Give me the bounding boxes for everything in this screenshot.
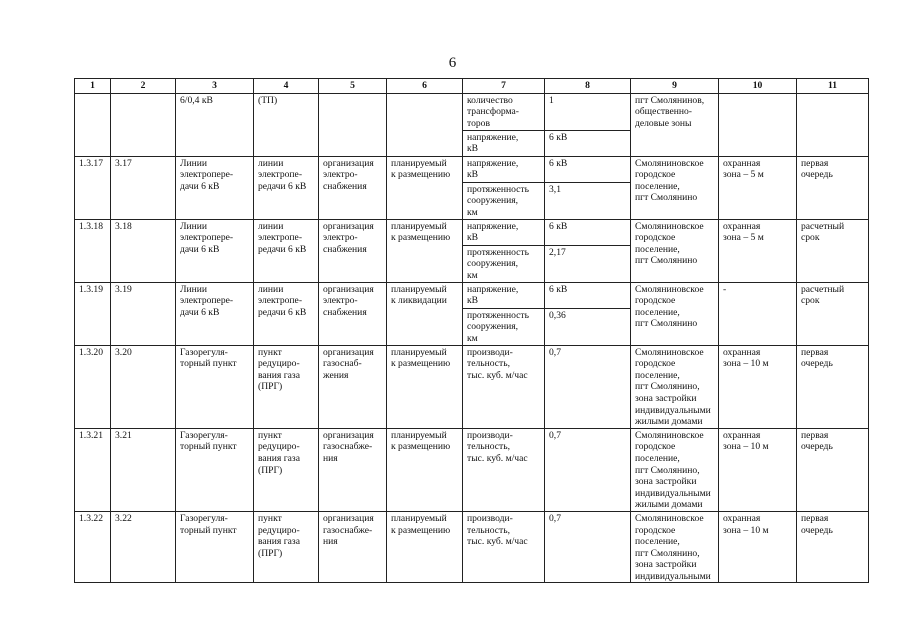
cell-status bbox=[387, 282, 463, 345]
cell-param-value: 1 bbox=[545, 93, 631, 130]
cell-location bbox=[631, 282, 719, 345]
cell-line: дачи 6 кВ bbox=[180, 243, 220, 255]
cell-line: городское bbox=[635, 524, 676, 536]
cell-line: электропе- bbox=[258, 232, 303, 244]
cell-line: жилыми домами bbox=[635, 416, 703, 428]
cell-status bbox=[387, 93, 463, 156]
cell-line: зона застройки bbox=[635, 392, 697, 404]
cell-line: редуциро- bbox=[258, 524, 300, 536]
cell-line: поселение, bbox=[635, 452, 680, 464]
cell-line: городское bbox=[635, 295, 676, 307]
header-cell: 8 bbox=[545, 79, 631, 94]
cell-line: снабжения bbox=[323, 180, 367, 192]
cell-line: к размещению bbox=[391, 232, 451, 244]
header-cell: 10 bbox=[719, 79, 797, 94]
cell-line: редуциро- bbox=[258, 441, 300, 453]
cell-object bbox=[176, 219, 254, 282]
cell-stage bbox=[797, 345, 869, 428]
cell-line: деловые зоны bbox=[635, 117, 692, 129]
cell-line: тельность, bbox=[467, 524, 511, 536]
header-cell: 7 bbox=[463, 79, 545, 94]
table-row-continuation bbox=[75, 93, 869, 130]
cell-line: зона – 10 м bbox=[723, 358, 769, 370]
cell-location bbox=[631, 511, 719, 583]
cell-zone bbox=[719, 511, 797, 583]
cell-number: 1.3.18 bbox=[75, 219, 111, 282]
cell-purpose bbox=[319, 282, 387, 345]
cell-line: городское bbox=[635, 169, 676, 181]
cell-param-value: 0,7 bbox=[545, 511, 631, 583]
cell-line: снабжения bbox=[323, 243, 367, 255]
cell-line: дачи 6 кВ bbox=[180, 306, 220, 318]
cell-type bbox=[254, 511, 319, 583]
cell-line: городское bbox=[635, 441, 676, 453]
cell-line: (ТП) bbox=[258, 94, 278, 106]
cell-line: тыс. куб. м/час bbox=[467, 369, 528, 381]
cell-line: ния bbox=[323, 452, 338, 464]
cell-line: - bbox=[723, 283, 727, 295]
cell-line: Смоляниновское bbox=[635, 512, 704, 524]
cell-line: городское bbox=[635, 232, 676, 244]
cell-param-value: 0,7 bbox=[545, 428, 631, 511]
cell-line: расчетный bbox=[801, 220, 845, 232]
cell-line: Смоляниновское bbox=[635, 429, 704, 441]
cell-type bbox=[254, 345, 319, 428]
cell-line: планируемый bbox=[391, 429, 447, 441]
cell-line: тельность, bbox=[467, 358, 511, 370]
cell-line: очередь bbox=[801, 524, 833, 536]
cell-line: поселение, bbox=[635, 536, 680, 548]
cell-line: охранная bbox=[723, 346, 761, 358]
cell-param-value: 6 кВ bbox=[545, 156, 631, 182]
cell-param-value: 6 кВ bbox=[545, 130, 631, 156]
table-row bbox=[75, 219, 869, 245]
cell-line: организация bbox=[323, 283, 374, 295]
cell-number: 1.3.19 bbox=[75, 282, 111, 345]
cell-line: пгт Смолянино bbox=[635, 192, 698, 204]
cell-line: тельность, bbox=[467, 441, 511, 453]
cell-line: планируемый bbox=[391, 220, 447, 232]
cell-line: кВ bbox=[467, 143, 479, 155]
cell-line: зона – 5 м bbox=[723, 232, 764, 244]
cell-status bbox=[387, 428, 463, 511]
cell-location bbox=[631, 345, 719, 428]
cell-line: протяженность bbox=[467, 183, 529, 195]
cell-line: электро- bbox=[323, 169, 358, 181]
cell-line: газоснаб- bbox=[323, 358, 362, 370]
cell-line: км bbox=[467, 332, 478, 344]
cell-number: 1.3.17 bbox=[75, 156, 111, 219]
cell-line: производи- bbox=[467, 429, 513, 441]
cell-line: зона – 5 м bbox=[723, 169, 764, 181]
cell-line: планируемый bbox=[391, 157, 447, 169]
cell-line: пгт Смолянино bbox=[635, 318, 698, 330]
cell-line: жилыми домами bbox=[635, 499, 703, 511]
cell-line: охранная bbox=[723, 429, 761, 441]
cell-param-value: 2,17 bbox=[545, 245, 631, 282]
table-row bbox=[75, 428, 869, 511]
cell-line: торный пункт bbox=[180, 358, 237, 370]
header-cell: 3 bbox=[176, 79, 254, 94]
cell-line: организация bbox=[323, 429, 374, 441]
cell-line: 6/0,4 кВ bbox=[180, 94, 213, 106]
cell-number: 1.3.22 bbox=[75, 511, 111, 583]
cell-line: дачи 6 кВ bbox=[180, 180, 220, 192]
cell-line: ния bbox=[323, 536, 338, 548]
cell-line: вания газа bbox=[258, 452, 300, 464]
cell-line: торный пункт bbox=[180, 524, 237, 536]
header-cell: 11 bbox=[797, 79, 869, 94]
cell-line: вания газа bbox=[258, 536, 300, 548]
cell-line: напряжение, bbox=[467, 157, 519, 169]
header-cell: 2 bbox=[111, 79, 176, 94]
cell-line: сооружения, bbox=[467, 258, 519, 270]
header-cell: 1 bbox=[75, 79, 111, 94]
cell-line: пункт bbox=[258, 346, 282, 358]
cell-param-name bbox=[463, 219, 545, 245]
cell-line: производи- bbox=[467, 512, 513, 524]
cell-object bbox=[176, 282, 254, 345]
cell-line: Газорегуля- bbox=[180, 429, 228, 441]
cell-line: пункт bbox=[258, 429, 282, 441]
cell-param-value: 0,7 bbox=[545, 345, 631, 428]
cell-line: Смоляниновское bbox=[635, 346, 704, 358]
cell-line: (ПРГ) bbox=[258, 464, 283, 476]
cell-object bbox=[176, 428, 254, 511]
cell-line: электропе- bbox=[258, 169, 303, 181]
cell-purpose bbox=[319, 156, 387, 219]
cell-line: городское bbox=[635, 358, 676, 370]
cell-zone bbox=[719, 282, 797, 345]
cell-line: организация bbox=[323, 157, 374, 169]
cell-purpose bbox=[319, 345, 387, 428]
cell-line: торов bbox=[467, 117, 490, 129]
cell-zone bbox=[719, 156, 797, 219]
header-cell: 6 bbox=[387, 79, 463, 94]
cell-line: электро- bbox=[323, 295, 358, 307]
cell-line: общественно- bbox=[635, 106, 693, 118]
cell-location bbox=[631, 156, 719, 219]
cell-type bbox=[254, 219, 319, 282]
cell-line: тыс. куб. м/час bbox=[467, 452, 528, 464]
cell-line: к размещению bbox=[391, 441, 451, 453]
cell-line: (ПРГ) bbox=[258, 381, 283, 393]
cell-line: сооружения, bbox=[467, 195, 519, 207]
cell-param-value: 0,36 bbox=[545, 308, 631, 345]
cell-line: к размещению bbox=[391, 358, 451, 370]
cell-line: первая bbox=[801, 512, 829, 524]
cell-object bbox=[176, 345, 254, 428]
cell-line: Газорегуля- bbox=[180, 512, 228, 524]
cell-line: зона – 10 м bbox=[723, 524, 769, 536]
cell-purpose bbox=[319, 219, 387, 282]
cell-line: поселение, bbox=[635, 369, 680, 381]
infrastructure-table bbox=[74, 78, 869, 583]
cell-param-name bbox=[463, 93, 545, 130]
cell-line: планируемый bbox=[391, 346, 447, 358]
cell-line: напряжение, bbox=[467, 220, 519, 232]
cell-stage bbox=[797, 93, 869, 156]
cell-line: к ликвидации bbox=[391, 295, 447, 307]
cell-number: 1.3.21 bbox=[75, 428, 111, 511]
cell-line: кВ bbox=[467, 169, 479, 181]
cell-location bbox=[631, 428, 719, 511]
cell-line: планируемый bbox=[391, 283, 447, 295]
cell-line: расчетный bbox=[801, 283, 845, 295]
cell-line: зона застройки bbox=[635, 476, 697, 488]
table-row bbox=[75, 511, 869, 583]
cell-line: (ПРГ) bbox=[258, 547, 283, 559]
cell-line: срок bbox=[801, 295, 820, 307]
cell-line: организация bbox=[323, 346, 374, 358]
cell-line: пгт Смолянино bbox=[635, 255, 698, 267]
cell-stage bbox=[797, 511, 869, 583]
header-cell: 5 bbox=[319, 79, 387, 94]
cell-line: индивидуальными bbox=[635, 487, 711, 499]
cell-line: электро- bbox=[323, 232, 358, 244]
cell-line: линии bbox=[258, 220, 284, 232]
cell-line: торный пункт bbox=[180, 441, 237, 453]
cell-line: редачи 6 кВ bbox=[258, 243, 307, 255]
header-row bbox=[75, 79, 869, 94]
cell-line: очередь bbox=[801, 441, 833, 453]
cell-line: зона застройки bbox=[635, 559, 697, 571]
cell-line: Смоляниновское bbox=[635, 220, 704, 232]
cell-status bbox=[387, 219, 463, 282]
cell-line: кВ bbox=[467, 232, 479, 244]
header-cell: 4 bbox=[254, 79, 319, 94]
cell-line: охранная bbox=[723, 512, 761, 524]
cell-code: 3.22 bbox=[111, 511, 176, 583]
cell-zone bbox=[719, 219, 797, 282]
cell-status bbox=[387, 156, 463, 219]
cell-param-value: 3,1 bbox=[545, 182, 631, 219]
cell-line: тыс. куб. м/час bbox=[467, 536, 528, 548]
cell-param-value: 6 кВ bbox=[545, 219, 631, 245]
cell-line: жения bbox=[323, 369, 349, 381]
cell-line: протяженность bbox=[467, 246, 529, 258]
cell-location bbox=[631, 93, 719, 156]
cell-param-name bbox=[463, 511, 545, 583]
cell-line: линии bbox=[258, 283, 284, 295]
cell-line: пгт Смолянино, bbox=[635, 547, 700, 559]
cell-line: очередь bbox=[801, 358, 833, 370]
cell-location bbox=[631, 219, 719, 282]
cell-object bbox=[176, 511, 254, 583]
cell-line: планируемый bbox=[391, 512, 447, 524]
cell-line: вания газа bbox=[258, 369, 300, 381]
cell-line: пгт Смолянино, bbox=[635, 464, 700, 476]
table-row bbox=[75, 345, 869, 428]
cell-code: 3.18 bbox=[111, 219, 176, 282]
cell-line: производи- bbox=[467, 346, 513, 358]
cell-param-value: 6 кВ bbox=[545, 282, 631, 308]
cell-type bbox=[254, 93, 319, 156]
cell-type bbox=[254, 428, 319, 511]
cell-code: 3.17 bbox=[111, 156, 176, 219]
cell-line: снабжения bbox=[323, 306, 367, 318]
cell-line: редачи 6 кВ bbox=[258, 306, 307, 318]
cell-line: протяженность bbox=[467, 309, 529, 321]
cell-line: редуциро- bbox=[258, 358, 300, 370]
cell-purpose bbox=[319, 511, 387, 583]
cell-line: поселение, bbox=[635, 243, 680, 255]
cell-line: сооружения, bbox=[467, 321, 519, 333]
cell-zone bbox=[719, 428, 797, 511]
cell-line: зона – 10 м bbox=[723, 441, 769, 453]
cell-line: очередь bbox=[801, 169, 833, 181]
cell-code: 3.21 bbox=[111, 428, 176, 511]
cell-param-name bbox=[463, 156, 545, 182]
cell-line: газоснабже- bbox=[323, 524, 373, 536]
cell-number: 1.3.20 bbox=[75, 345, 111, 428]
cell-line: первая bbox=[801, 346, 829, 358]
cell-line: электропере- bbox=[180, 232, 234, 244]
cell-line: Линии bbox=[180, 157, 208, 169]
cell-line: поселение, bbox=[635, 306, 680, 318]
cell-type bbox=[254, 156, 319, 219]
cell-stage bbox=[797, 428, 869, 511]
cell-line: срок bbox=[801, 232, 820, 244]
cell-line: кВ bbox=[467, 295, 479, 307]
cell-line: к размещению bbox=[391, 169, 451, 181]
cell-line: охранная bbox=[723, 220, 761, 232]
cell-line: количество bbox=[467, 94, 513, 106]
cell-line: Линии bbox=[180, 283, 208, 295]
cell-purpose bbox=[319, 93, 387, 156]
cell-line: охранная bbox=[723, 157, 761, 169]
cell-line: км bbox=[467, 269, 478, 281]
cell-line: к размещению bbox=[391, 524, 451, 536]
cell-line: первая bbox=[801, 157, 829, 169]
cell-type bbox=[254, 282, 319, 345]
cell-stage bbox=[797, 219, 869, 282]
cell-param-name bbox=[463, 428, 545, 511]
cell-line: пункт bbox=[258, 512, 282, 524]
cell-code bbox=[111, 93, 176, 156]
cell-code: 3.20 bbox=[111, 345, 176, 428]
cell-line: редачи 6 кВ bbox=[258, 180, 307, 192]
cell-param-name bbox=[463, 182, 545, 219]
cell-line: Смоляниновское bbox=[635, 157, 704, 169]
cell-number bbox=[75, 93, 111, 156]
cell-param-name bbox=[463, 245, 545, 282]
cell-object bbox=[176, 156, 254, 219]
cell-line: индивидуальными bbox=[635, 570, 711, 582]
header-cell: 9 bbox=[631, 79, 719, 94]
table-row bbox=[75, 282, 869, 308]
cell-line: электропе- bbox=[258, 295, 303, 307]
cell-line: пгт Смолянино, bbox=[635, 381, 700, 393]
cell-line: организация bbox=[323, 220, 374, 232]
cell-line: напряжение, bbox=[467, 131, 519, 143]
cell-purpose bbox=[319, 428, 387, 511]
cell-zone bbox=[719, 93, 797, 156]
cell-status bbox=[387, 511, 463, 583]
cell-line: индивидуальными bbox=[635, 404, 711, 416]
cell-stage bbox=[797, 282, 869, 345]
cell-line: линии bbox=[258, 157, 284, 169]
table-row bbox=[75, 156, 869, 182]
cell-line: трансформа- bbox=[467, 106, 519, 118]
cell-line: Газорегуля- bbox=[180, 346, 228, 358]
cell-line: напряжение, bbox=[467, 283, 519, 295]
cell-param-name bbox=[463, 282, 545, 308]
cell-line: электропере- bbox=[180, 295, 234, 307]
cell-line: Смоляниновское bbox=[635, 283, 704, 295]
cell-line: электропере- bbox=[180, 169, 234, 181]
cell-object bbox=[176, 93, 254, 156]
cell-status bbox=[387, 345, 463, 428]
page-number: 6 bbox=[448, 55, 457, 71]
cell-line: первая bbox=[801, 429, 829, 441]
cell-line: организация bbox=[323, 512, 374, 524]
cell-line: поселение, bbox=[635, 180, 680, 192]
cell-param-name bbox=[463, 130, 545, 156]
cell-code: 3.19 bbox=[111, 282, 176, 345]
cell-line: газоснабже- bbox=[323, 441, 373, 453]
cell-line: Линии bbox=[180, 220, 208, 232]
cell-zone bbox=[719, 345, 797, 428]
cell-line: пгт Смолянинов, bbox=[635, 94, 705, 106]
cell-param-name bbox=[463, 308, 545, 345]
cell-param-name bbox=[463, 345, 545, 428]
cell-line: км bbox=[467, 206, 478, 218]
cell-stage bbox=[797, 156, 869, 219]
